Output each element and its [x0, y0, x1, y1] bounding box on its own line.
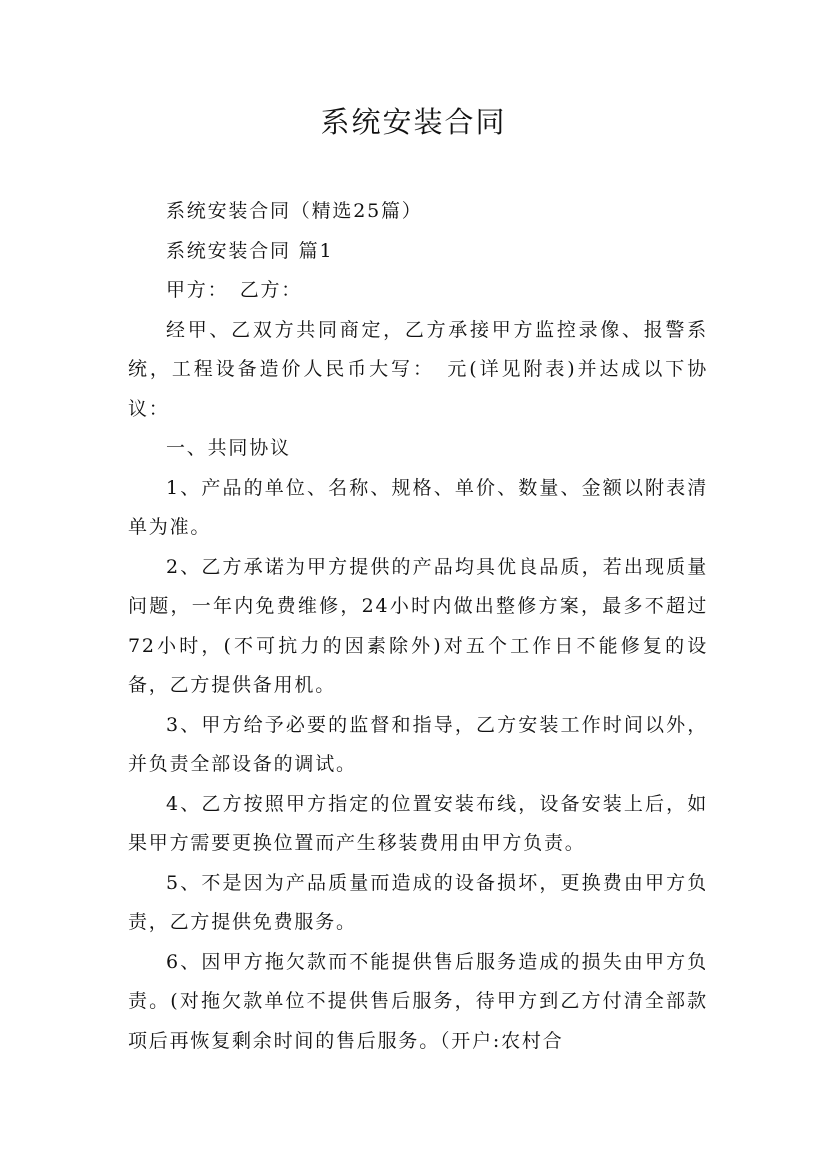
- paragraph-clause-5: 5、不是因为产品质量而造成的设备损坏，更换费由甲方负责，乙方提供免费服务。: [128, 871, 708, 933]
- paragraph-section-heading: 系统安装合同 篇1: [166, 239, 334, 262]
- paragraph-clause-6: 6、因甲方拖欠款而不能提供售后服务造成的损失由甲方负责。(对拖欠款单位不提供售后服务，待甲方到乙方付清全部款项后再恢复剩余时间的售后服务。（开户:农村合: [128, 950, 708, 1052]
- paragraph-heading-common-agreement: 一、共同协议: [166, 437, 291, 459]
- paragraph-clause-3: 3、甲方给予必要的监督和指导，乙方安装工作时间以外，并负责全部设备的调试。: [128, 713, 708, 775]
- document-title: 系统安装合同: [320, 105, 507, 139]
- paragraph-clause-2: 2、乙方承诺为甲方提供的产品均具优良品质，若出现质量问题，一年内免费维修，24小时内做出整修方案，最多不超过72小时，(不可抗力的因素除外)对五个工作日不能修复的设备，乙方提供备用机。: [128, 555, 708, 696]
- paragraph-intro: 经甲、乙双方共同商定，乙方承接甲方监控录像、报警系统，工程设备造价人民币大写： 元(详见附表)并达成以下协议：: [128, 318, 708, 420]
- paragraph-collection-heading: 系统安装合同（精选25篇）: [166, 200, 423, 222]
- document-body: [128, 192, 708, 1061]
- paragraph-clause-1: 1、产品的单位、名称、规格、单价、数量、金额以附表清单为准。: [128, 476, 708, 538]
- paragraph-parties: 甲方： 乙方：: [166, 279, 303, 301]
- paragraph-clause-4: 4、乙方按照甲方指定的位置安装布线，设备安装上后，如果甲方需要更换位置而产生移装费用由甲方负责。: [128, 792, 708, 854]
